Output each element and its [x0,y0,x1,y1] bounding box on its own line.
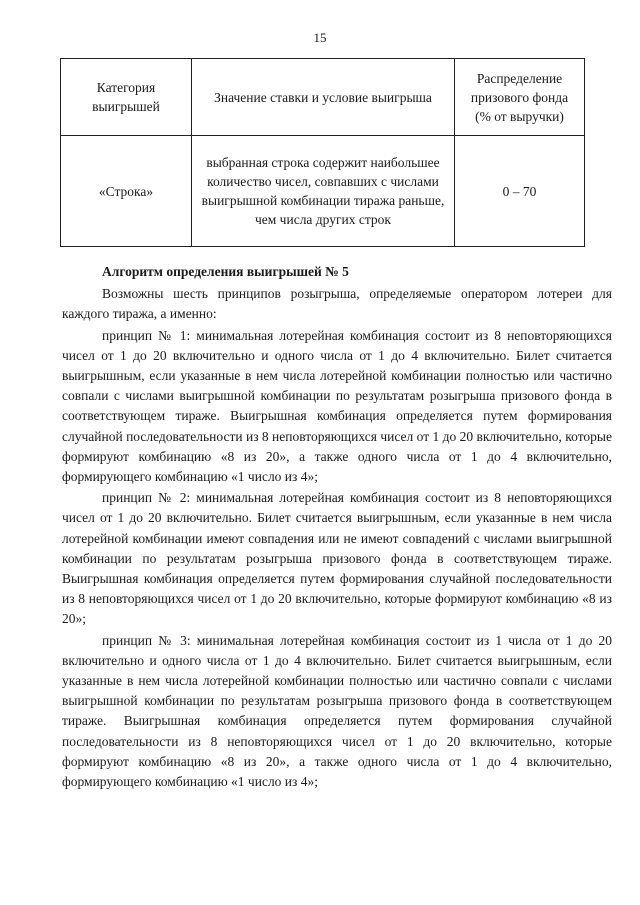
principle-3-paragraph: принцип № 3: минимальная лотерейная комбинация состоит из 1 числа от 1 до 20 включительно и одного числа от 1 до 4 включительно. Билет считается выигрышным, если указанные в нем числа лотерейной комбинации полностью или частично совпали с числами выигрышной комбинации по результатам розыгрыша призового фонда в соответствующем тираже. Выигрышная комбинация определяется путем формирования случайной последовательности из 8 неповторяющихся чисел от 1 до 20 включительно, которые формируют комбинацию «8 из 20», а также одного числа от 1 до 4 включительно, формирующего комбинацию «1 число из 4»; [62,632,612,790]
header-distribution [455,59,585,136]
header-category-text: Категория выигрышей [92,80,160,114]
intro-paragraph: Возможны шесть принципов розыгрыша, определяемые оператором лотереи для каждого тиража, а именно: [62,286,612,322]
header-distribution-text: Распределение призового фонда (% от выручки) [470,70,569,124]
cell-distribution: 0 – 70 [455,136,585,247]
document-body [62,262,612,793]
principle-1-paragraph: принцип № 1: минимальная лотерейная комбинация состоит из 8 неповторяющихся чисел от 1 до 20 включительно и одного числа от 1 до 4 включительно. Билет считается выигрышным, если указанные в нем числа лотерейной комбинации полностью или частично совпали с числами выигрышной комбинации по результатам розыгрыша призового фонда в соответствующем тираже. Выигрышная комбинация определяется путем формирования случайной последовательности из 8 неповторяющихся чисел от 1 до 20 включительно, которые формируют комбинацию «8 из 20», а также одного числа от 1 до 4 включительно, формирующего комбинацию «1 число из 4»; [62,327,612,485]
header-condition [192,59,455,136]
page-number: 15 [313,30,327,45]
cell-condition: выбранная строка содержит наибольшее количество чисел, совпавших с числами выигрышной комбинации тиража раньше, чем числа других строк [192,136,455,247]
table-header-row [61,59,585,136]
table-row [61,136,585,247]
prize-distribution-table [60,58,585,247]
header-condition-text: Значение ставки и условие выигрыша [214,89,432,105]
principle-2-paragraph: принцип № 2: минимальная лотерейная комбинация состоит из 8 неповторяющихся чисел от 1 до 20 включительно. Билет считается выигрышным, если указанные в нем числа лотерейной комбинации имеют совпадения или не имеют совпадений с числами выигрышной комбинации по результатам розыгрыша призового фонда в соответствующем тираже. Выигрышная комбинация определяется путем формирования случайной последовательности из 8 неповторяющихся чисел от 1 до 20 включительно, которые формируют комбинацию «8 из 20»; [62,490,612,627]
cell-category: «Строка» [61,136,192,247]
section-heading: Алгоритм определения выигрышей № 5 [102,264,349,279]
header-category [61,59,192,136]
